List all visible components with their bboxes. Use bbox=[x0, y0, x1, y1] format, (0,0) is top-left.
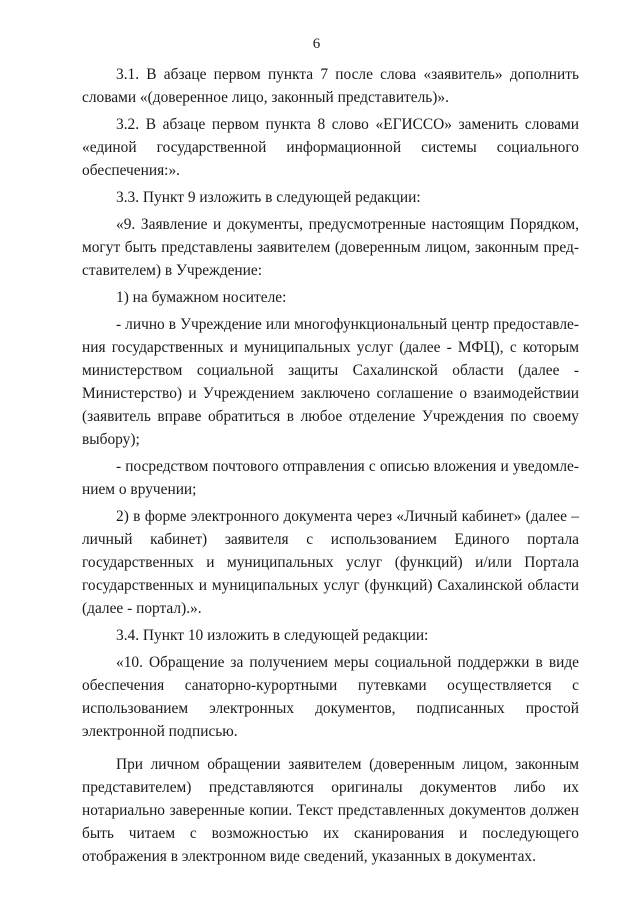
paragraph-3-3: 3.3. Пункт 9 изложить в следующей редакции: bbox=[116, 189, 421, 206]
paragraph-3-1: 3.1. В абзаце первом пункта 7 после слова «заявитель» дополнить словами «(доверенное лицо, законный представитель)». bbox=[82, 66, 579, 106]
paragraph-3-2: 3.2. В абзаце первом пункта 8 слово «ЕГИССО» заменить словами «единой государственной информационной системы социального обеспечения:». bbox=[82, 116, 579, 179]
paragraph-item-10: «10. Обращение за получением меры социальной поддержки в виде обеспечения санаторно-курортными путевками осуществляется с использованием электронных документов, подписанных простой электронной подписью. bbox=[82, 654, 579, 740]
page-number: 6 bbox=[312, 36, 321, 52]
document-body bbox=[82, 63, 579, 868]
paragraph-3-4: 3.4. Пункт 10 изложить в следующей редакции: bbox=[116, 627, 429, 644]
paragraph-in-person: - лично в Учреждение или многофункциональный центр предоставления государственных и муниципальных услуг (далее - МФЦ), с которым министерством социальной защиты Сахалинской области (далее - Министерство) и Учреждением заключено соглашение о взаимодействии (заявитель вправе обратиться в любое отделение Учреждения по своему выбору); bbox=[82, 316, 579, 448]
paragraph-electronic: 2) в форме электронного документа через «Личный кабинет» (далее – личный кабинет) заявителя с использованием Единого портала государственных и муниципальных услуг (функций) и/или Портала государственных и муниципальных услуг (функций) Сахалинской области (далее - портал).». bbox=[82, 508, 579, 617]
paragraph-postal: - посредством почтового отправления с описью вложения и уведомлением о вручении; bbox=[82, 458, 579, 498]
paragraph-item-9: «9. Заявление и документы, предусмотренные настоящим Порядком, могут быть представлены заявителем (доверенным лицом, законным представителем) в Учреждение: bbox=[82, 216, 579, 279]
paragraph-personal-appeal: При личном обращении заявителем (доверенным лицом, законным представителем) представляются оригиналы документов либо их нотариально заверенные копии. Текст представленных документов должен быть читаем с возможностью их сканирования и последующего отображения в электронном виде сведений, указанных в документах. bbox=[82, 756, 579, 865]
paragraph-paper-medium: 1) на бумажном носителе: bbox=[116, 289, 287, 306]
